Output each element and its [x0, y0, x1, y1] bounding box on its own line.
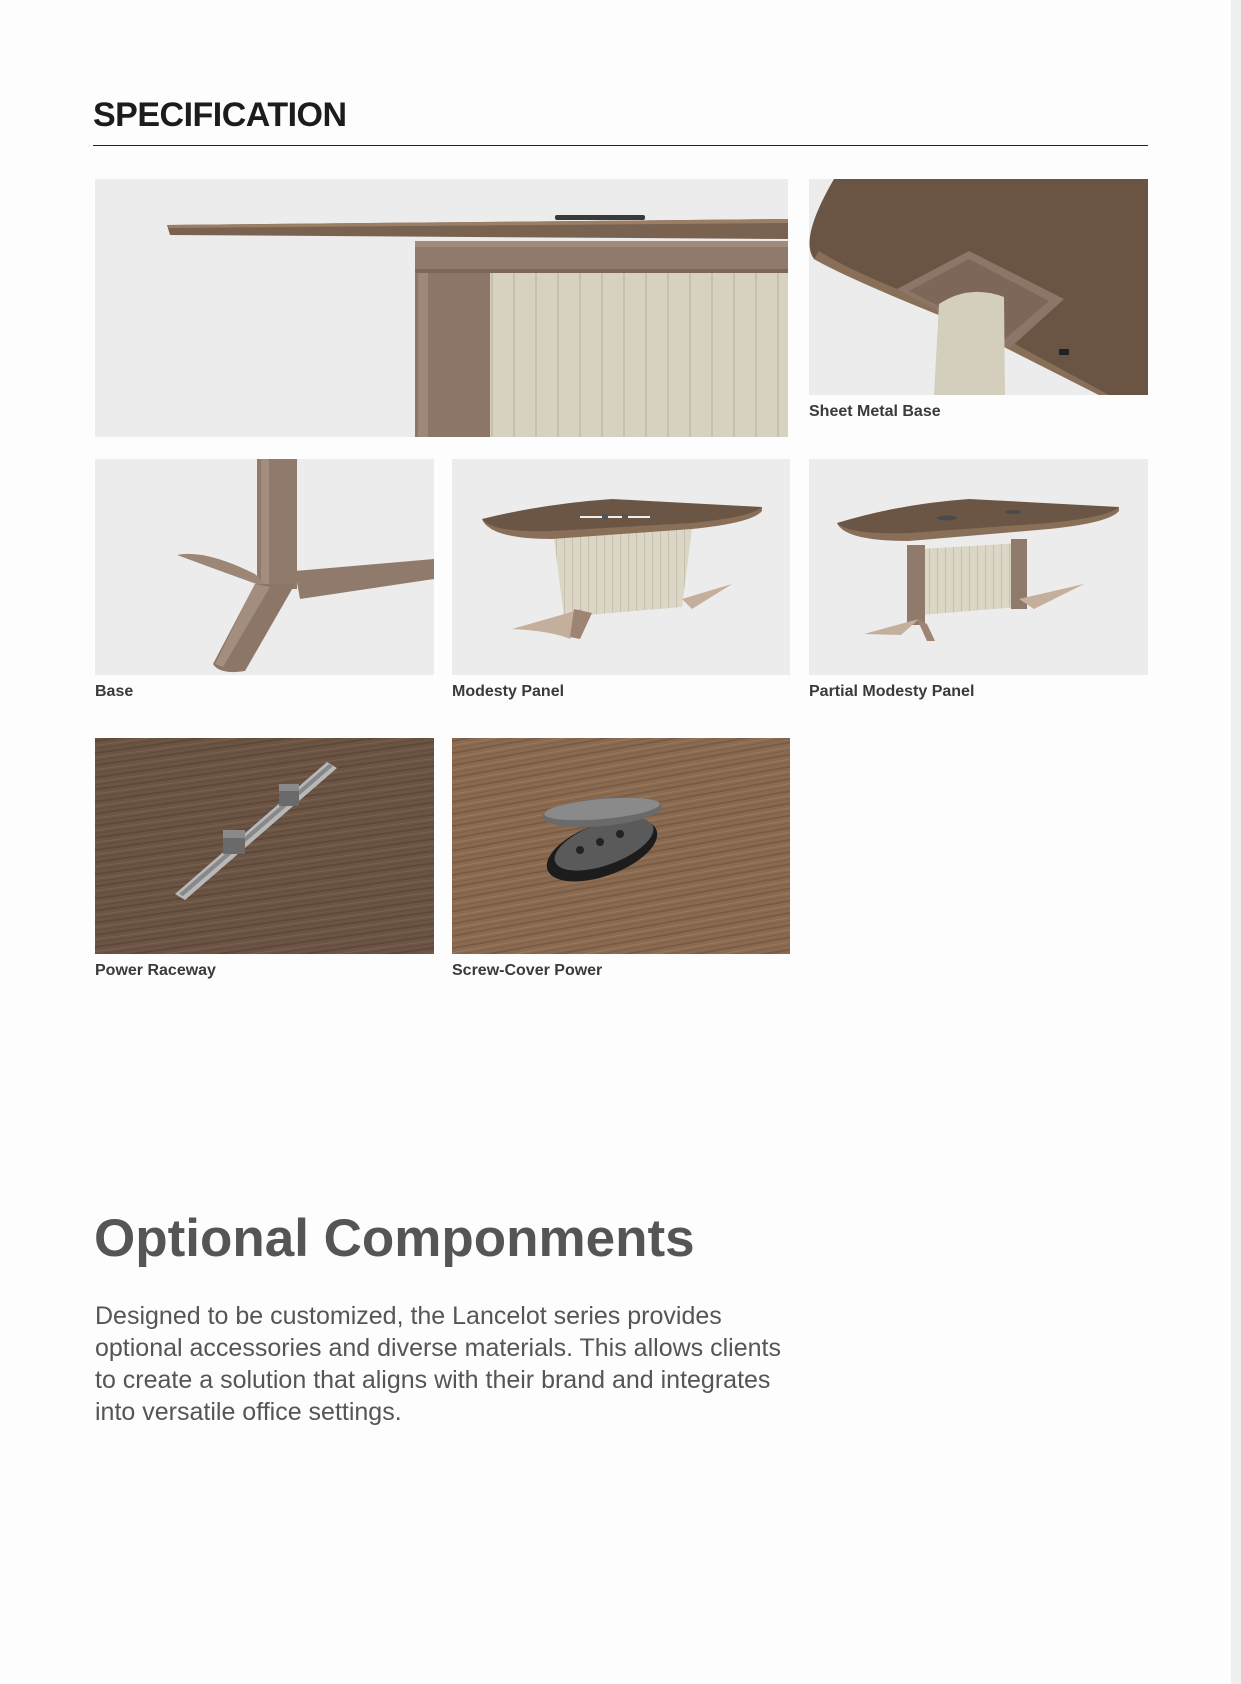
- screw-cover-power-image: [452, 738, 790, 954]
- caption-partial-modesty-panel: Partial Modesty Panel: [809, 683, 975, 700]
- partial-modesty-panel-image: [809, 459, 1148, 675]
- power-raceway-image: [95, 738, 434, 954]
- caption-modesty-panel: Modesty Panel: [452, 683, 565, 700]
- optional-components-description: Designed to be customized, the Lancelot series provides optional accessories and diverse materials. This allows clients to create a solution that aligns with their brand and integrates into versatile office settings.: [95, 1302, 781, 1426]
- caption-screw-cover-power: Screw-Cover Power: [452, 962, 603, 979]
- caption-base: Base: [95, 683, 134, 700]
- table-top-closeup-image: [95, 179, 788, 437]
- title-divider: [93, 145, 1148, 146]
- page-edge: [1231, 0, 1241, 1684]
- caption-sheet-metal-base: Sheet Metal Base: [809, 403, 941, 420]
- modesty-panel-image: [452, 459, 790, 675]
- page-title: SPECIFICATION: [93, 96, 347, 134]
- base-image: [95, 459, 434, 675]
- caption-power-raceway: Power Raceway: [95, 962, 216, 979]
- sheet-metal-base-image: [809, 179, 1148, 395]
- optional-components-heading: Optional Componments: [94, 1209, 695, 1268]
